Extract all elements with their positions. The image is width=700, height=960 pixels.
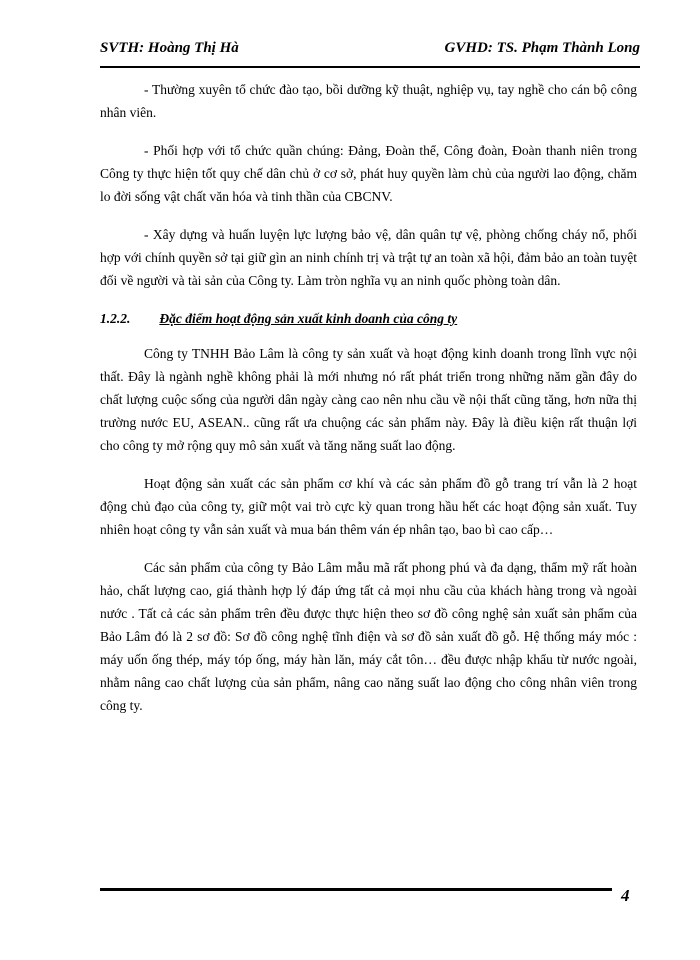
page-number: 4 — [621, 886, 630, 905]
section-title: Đặc điểm hoạt động sản xuất kinh doanh của công ty — [159, 311, 458, 326]
paragraph-security: - Xây dựng và huấn luyện lực lượng bảo vệ, dân quân tự vệ, phòng chống cháy nổ, phối hợp với chính quyền sở tại giữ gìn an ninh chính trị và trật tự an toàn xã hội, đảm bảo an toàn tuyệt đối về người và tài sản của Công ty. Làm tròn nghĩa vụ an ninh quốc phòng toàn dân. — [100, 227, 637, 288]
section-heading — [100, 307, 637, 330]
page-header — [100, 40, 640, 62]
document-body — [100, 78, 637, 732]
footer-divider — [100, 888, 612, 891]
paragraph-coordination: - Phối hợp với tổ chức quần chúng: Đảng, Đoàn thể, Công đoàn, Đoàn thanh niên trong Công ty thực hiện tốt quy chế dân chủ ở cơ sở, phát huy quyền làm chủ của người lao động, chăm lo đời sống vật chất văn hóa và tinh thần của CBCNV. — [100, 143, 637, 204]
header-divider — [100, 66, 640, 68]
paragraph-training: - Thường xuyên tổ chức đào tạo, bồi dưỡng kỹ thuật, nghiệp vụ, tay nghề cho cán bộ công nhân viên. — [100, 82, 637, 120]
paragraph-company-intro: Công ty TNHH Bảo Lâm là công ty sản xuất và hoạt động kinh doanh trong lĩnh vực nội thất. Đây là ngành nghề không phải là mới nhưng nó rất phát triển trong những năm gần đây do chất lượng cuộc sống của người dân ngày càng cao nên nhu cầu về nội thất cũng tăng, hơn nữa thị trường nước EU, ASEAN.. cũng rất ưa chuộng các sản phẩm này. Đây là điều kiện rất thuận lợi cho công ty mở rộng quy mô sản xuất và tăng năng suất lao động. — [100, 346, 637, 453]
paragraph-production: Hoạt động sản xuất các sản phẩm cơ khí và các sản phẩm đồ gỗ trang trí vẫn là 2 hoạt động chủ đạo của công ty, giữ một vai trò cực kỳ quan trong hầu hết các hoạt động sản xuất. Tuy nhiên hoạt công ty vẫn sản xuất và mua bán thêm ván ép nhân tạo, bao bì cao cấp… — [100, 476, 637, 537]
section-number: 1.2.2. — [100, 311, 131, 326]
student-name: SVTH: Hoàng Thị Hà — [100, 40, 239, 56]
paragraph-products: Các sản phẩm của công ty Bảo Lâm mẫu mã rất phong phú và đa dạng, thẩm mỹ rất hoàn hảo, chất lượng cao, giá thành hợp lý đáp ứng tất cả mọi nhu cầu của khách hàng trong và ngoài nước . Tất cả các sản phẩm trên đều được thực hiện theo sơ đồ công nghệ sản xuất sản phẩm của Bảo Lâm đó là 2 sơ đồ: Sơ đồ công nghệ tĩnh điện và sơ đồ sản xuất đồ gỗ. Hệ thống máy móc : máy uốn ống thép, máy tóp ống, máy hàn lăn, máy cắt tôn… đều được nhập khẩu từ nước ngoài, nhằm nâng cao chất lượng của sản phẩm, nâng cao năng suất lao động cho công nhân viên trong công ty. — [100, 560, 637, 713]
advisor-name: GVHD: TS. Phạm Thành Long — [444, 40, 640, 56]
